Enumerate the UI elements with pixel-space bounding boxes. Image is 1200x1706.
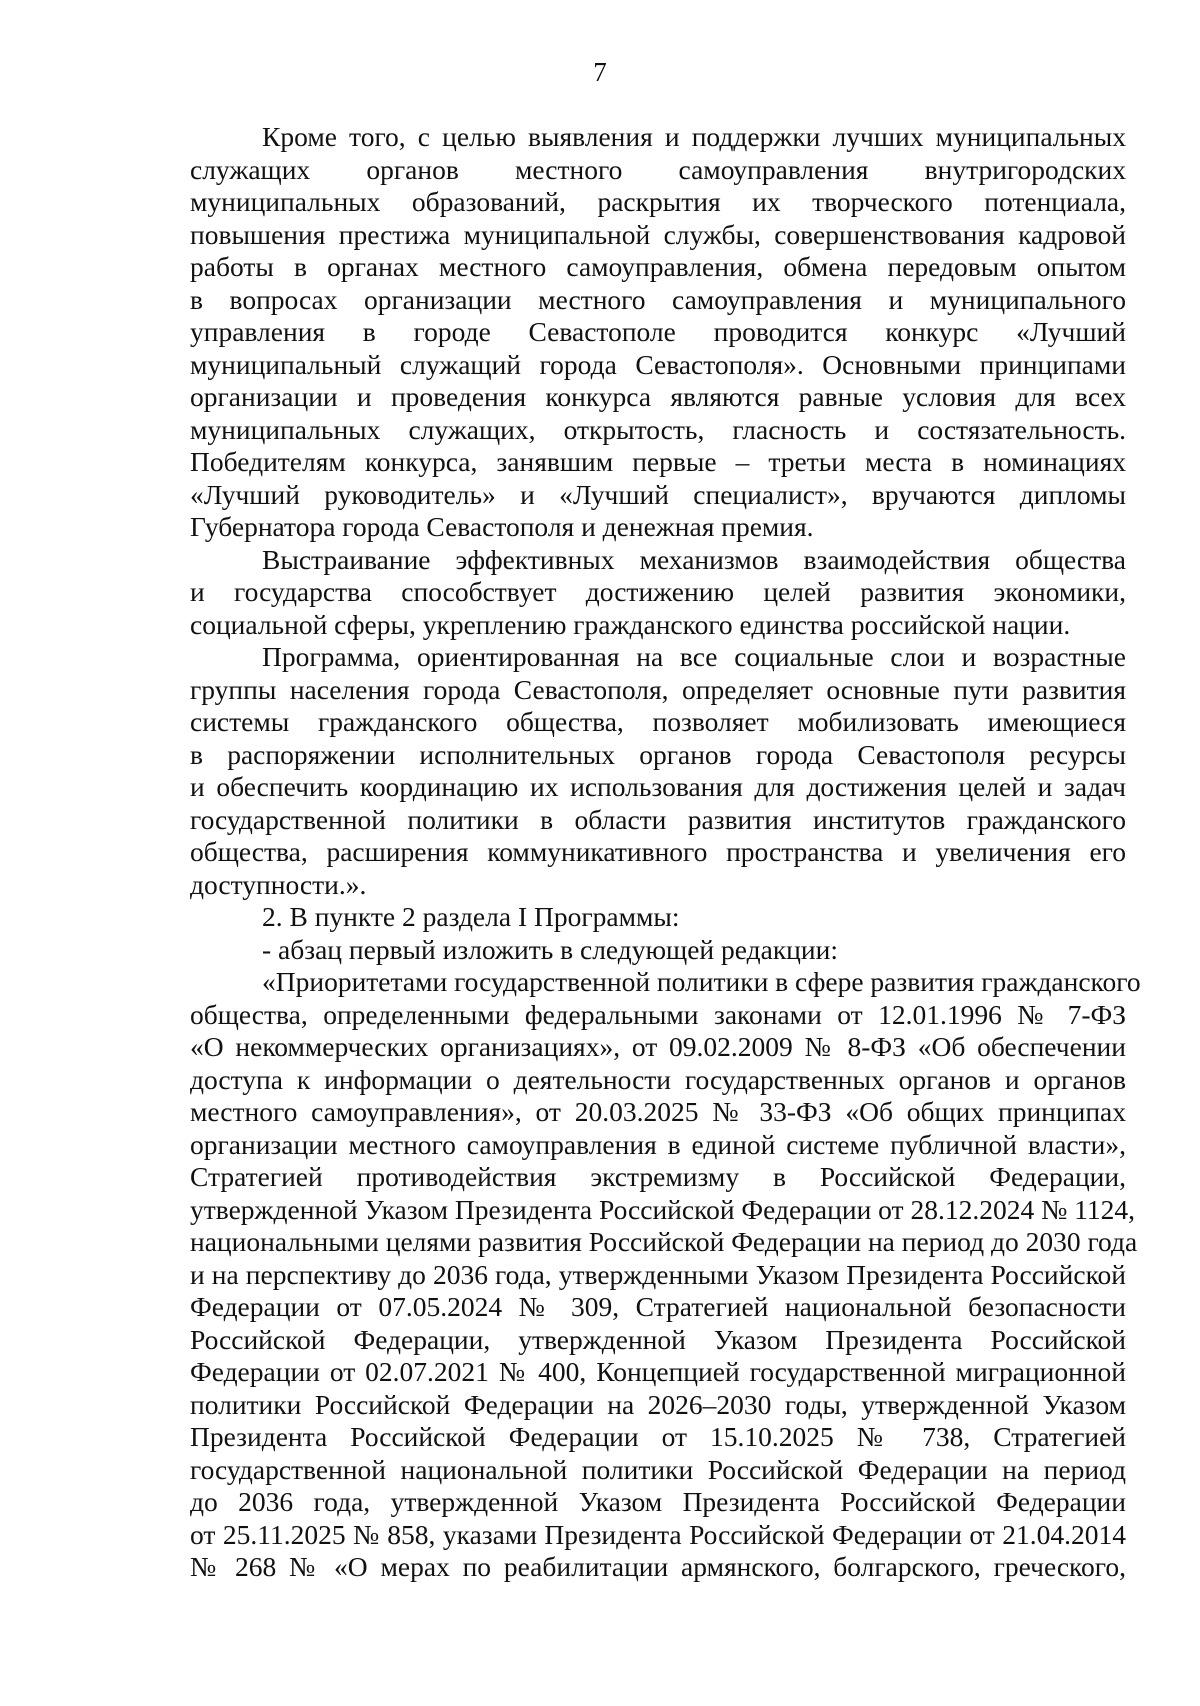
text-line: Губернатора города Севастополя и денежная премия. [190,511,814,542]
text-line: Кроме того, с целью выявления и поддержки лучших муниципальных [262,121,1126,152]
text-line: доступа к информации о деятельности государственных органов и органов [190,1063,1126,1095]
text-line: государственной политики в области развития институтов гражданского [190,803,1126,835]
text-line: национальными целями развития Российской Федерации на период до 2030 года [190,1226,1138,1257]
text-line: государственной национальной политики Российской Федерации на период [190,1453,1126,1485]
text-line: Федерации от 07.05.2024 № 309, Стратегией национальной безопасности [190,1291,1126,1322]
text-line: управления в городе Севастополе проводится конкурс «Лучший [190,316,1126,347]
text-line: группы населения города Севастополя, определяет основные пути развития [190,673,1126,705]
text-line: от 25.11.2025 № 858, указами Президента Российской Федерации от 21.04.2014 [190,1518,1126,1550]
text-line: организации местного самоуправления в единой системе публичной власти», [190,1128,1126,1160]
text-line: общества, расширения коммуникативного пространства и увеличения его [190,836,1126,867]
text-line: «Лучший руководитель» и «Лучший специалист», вручаются дипломы [190,478,1126,510]
text-line: № 268 № «О мерах по реабилитации армянского, болгарского, греческого, [190,1551,1126,1582]
text-line: муниципальных служащих, открытость, гласность и состязательность. [190,413,1126,445]
text-line: работы в органах местного самоуправления, обмена передовым опытом [190,251,1126,282]
text-line: Победителям конкурса, занявшим первые – третьи места в номинациях [190,446,1126,477]
text-line: - абзац первый изложить в следующей редакции: [262,933,838,965]
text-line: 2. В пункте 2 раздела I Программы: [262,901,680,932]
text-line: Федерации от 02.07.2021 № 400, Концепцией государственной миграционной [190,1356,1126,1387]
text-line: общества, определенными федеральными законами от 12.01.1996 № 7-ФЗ [190,998,1126,1030]
text-line: Выстраивание эффективных механизмов взаимодействия общества [262,543,1126,575]
text-line: социальной сферы, укреплению гражданского единства российской нации. [190,608,1071,640]
page-number: 7 [593,57,607,87]
text-line: «Приоритетами государственной политики в сфере развития гражданского [262,966,1141,997]
text-line: в вопросах организации местного самоуправления и муниципального [190,283,1126,315]
text-line: повышения престижа муниципальной службы, совершенствования кадровой [190,218,1126,250]
text-line: «О некоммерческих организациях», от 09.02.2009 № 8-ФЗ «Об обеспечении [190,1031,1126,1062]
text-line: Президента Российской Федерации от 15.10.2025 № 738, Стратегией [190,1421,1126,1452]
text-line: муниципальных образований, раскрытия их творческого потенциала, [190,186,1126,217]
text-line: местного самоуправления», от 20.03.2025 № 33-ФЗ «Об общих принципах [190,1096,1126,1127]
text-line: в распоряжении исполнительных органов города Севастополя ресурсы [190,738,1126,770]
text-line: Программа, ориентированная на все социальные слои и возрастные [262,641,1126,672]
text-line: и государства способствует достижению целей развития экономики, [190,576,1126,607]
text-line: системы гражданского общества, позволяет мобилизовать имеющиеся [190,706,1126,737]
document-body [190,121,1141,1584]
text-line: организации и проведения конкурса являются равные условия для всех [190,381,1126,412]
text-line: Российской Федерации, утвержденной Указом Президента Российской [190,1323,1126,1355]
text-line: служащих органов местного самоуправления внутригородских [190,153,1126,185]
text-line: муниципальный служащий города Севастополя». Основными принципами [190,348,1126,380]
text-line: доступности.». [190,868,367,900]
text-line: Стратегией противодействия экстремизму в Российской Федерации, [190,1161,1126,1192]
text-line: политики Российской Федерации на 2026–2030 годы, утвержденной Указом [190,1388,1126,1420]
text-line: и на перспективу до 2036 года, утвержденными Указом Президента Российской [190,1258,1126,1290]
text-line: до 2036 года, утвержденной Указом Президента Российской Федерации [190,1486,1126,1517]
text-line: и обеспечить координацию их использования для достижения целей и задач [190,771,1126,802]
text-line: утвержденной Указом Президента Российской Федерации от 28.12.2024 № 1124, [190,1193,1136,1225]
